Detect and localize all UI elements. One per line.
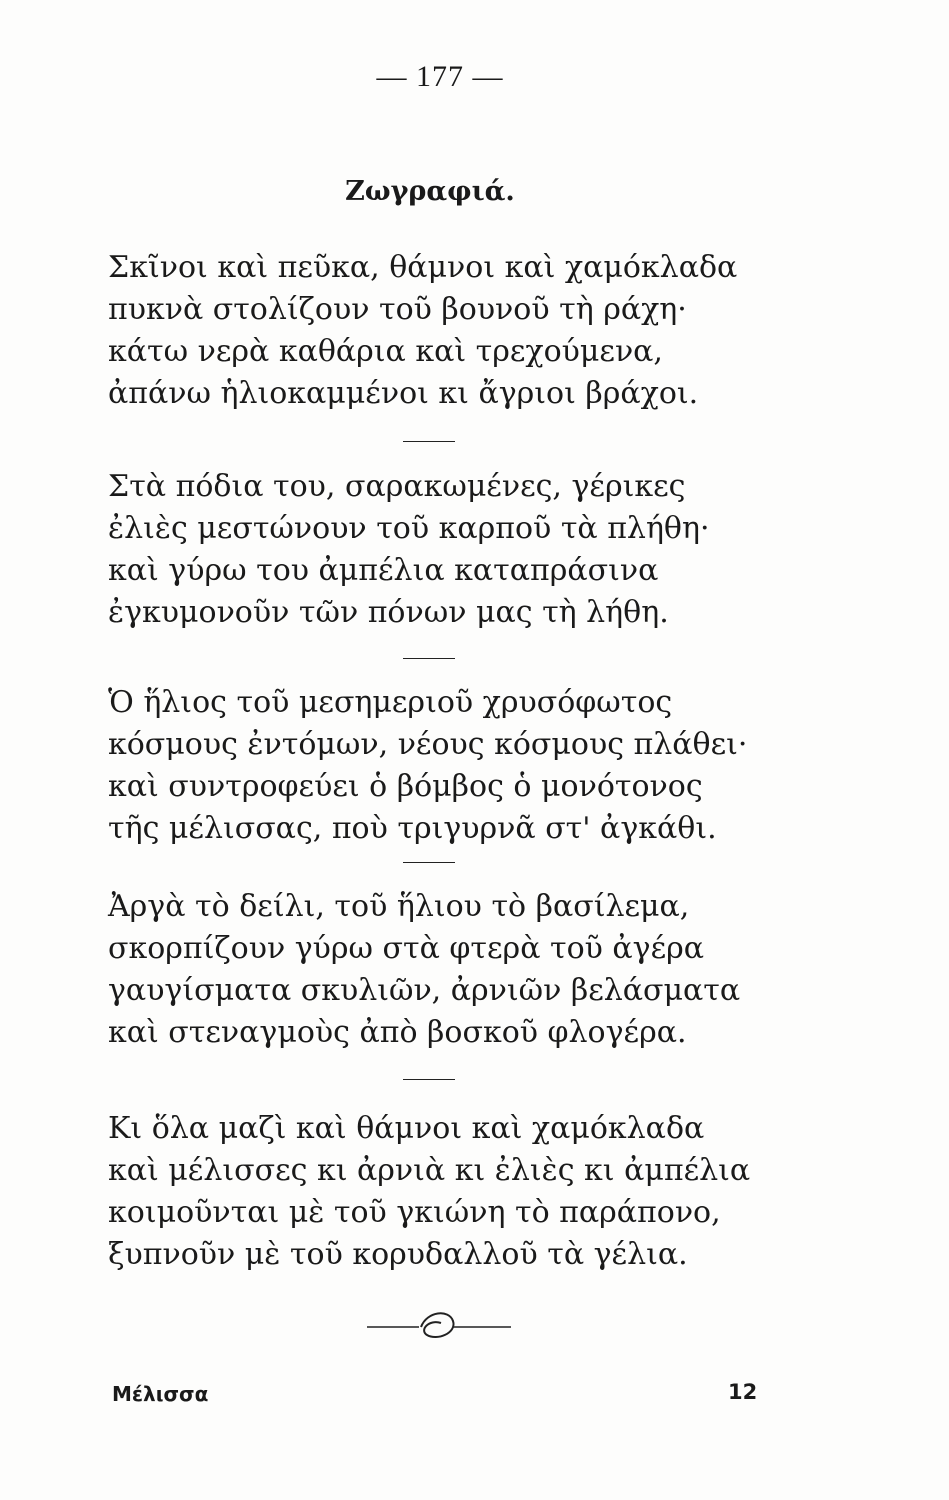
- poem-line: Κι ὅλα μαζὶ καὶ θάμνοι καὶ χαμόκλαδα: [108, 1111, 705, 1146]
- footer-sheet-number: 12: [728, 1380, 758, 1404]
- poem-line: καὶ συντροφεύει ὁ βόμβος ὁ μονότονος: [108, 769, 703, 804]
- stanza-divider: [403, 658, 455, 659]
- poem-line: καὶ μέλισσες κι ἀρνιὰ κι ἐλιὲς κι ἀμπέλια: [108, 1153, 751, 1188]
- stanza-divider: [403, 862, 455, 863]
- stanza-4: [108, 886, 828, 1054]
- poem-line: Σκῖνοι καὶ πεῦκα, θάμνοι καὶ χαμόκλαδα: [108, 250, 738, 285]
- end-flourish-icon: [365, 1305, 515, 1345]
- poem-title: Ζωγραφιά.: [345, 176, 515, 207]
- stanza-1: [108, 247, 828, 415]
- stanza-divider: [403, 1079, 455, 1080]
- poem-line: σκορπίζουν γύρω στὰ φτερὰ τοῦ ἀγέρα: [108, 931, 705, 966]
- poem-line: κόσμους ἐντόμων, νέους κόσμους πλάθει·: [108, 727, 748, 762]
- page-number: — 177 —: [376, 60, 504, 93]
- poem-line: γαυγίσματα σκυλιῶν, ἀρνιῶν βελάσματα: [108, 973, 741, 1008]
- poem-line: Ὁ ἥλιος τοῦ μεσημεριοῦ χρυσόφωτος: [108, 685, 673, 720]
- poem-line: ξυπνοῦν μὲ τοῦ κορυδαλλοῦ τὰ γέλια.: [108, 1237, 688, 1272]
- stanza-2: [108, 466, 828, 634]
- poem-line: ἐλιὲς μεστώνουν τοῦ καρποῦ τὰ πλήθη·: [108, 511, 710, 546]
- poem-line: Ἀργὰ τὸ δείλι, τοῦ ἥλιου τὸ βασίλεμα,: [108, 889, 690, 924]
- stanza-3: [108, 682, 828, 850]
- poem-line: Στὰ πόδια του, σαρακωμένες, γέρικες: [108, 469, 686, 504]
- poem-line: κάτω νερὰ καθάρια καὶ τρεχούμενα,: [108, 334, 663, 369]
- poem-line: κοιμοῦνται μὲ τοῦ γκιώνη τὸ παράπονο,: [108, 1195, 721, 1230]
- stanza-divider: [403, 441, 455, 442]
- poem-line: καὶ γύρω του ἀμπέλια καταπράσινα: [108, 553, 659, 588]
- poem-line: ἀπάνω ἡλιοκαμμένοι κι ἄγριοι βράχοι.: [108, 376, 699, 411]
- poem-line: ἐγκυμονοῦν τῶν πόνων μας τὴ λήθη.: [108, 595, 669, 630]
- stanza-5: [108, 1108, 828, 1276]
- poem-line: τῆς μέλισσας, ποὺ τριγυρνᾶ στ' ἀγκάθι.: [108, 811, 717, 846]
- footer-signature: Μέλισσα: [112, 1382, 209, 1406]
- poem-line: πυκνὰ στολίζουν τοῦ βουνοῦ τὴ ράχη·: [108, 292, 687, 327]
- poem-line: καὶ στεναγμοὺς ἀπὸ βοσκοῦ φλογέρα.: [108, 1015, 687, 1050]
